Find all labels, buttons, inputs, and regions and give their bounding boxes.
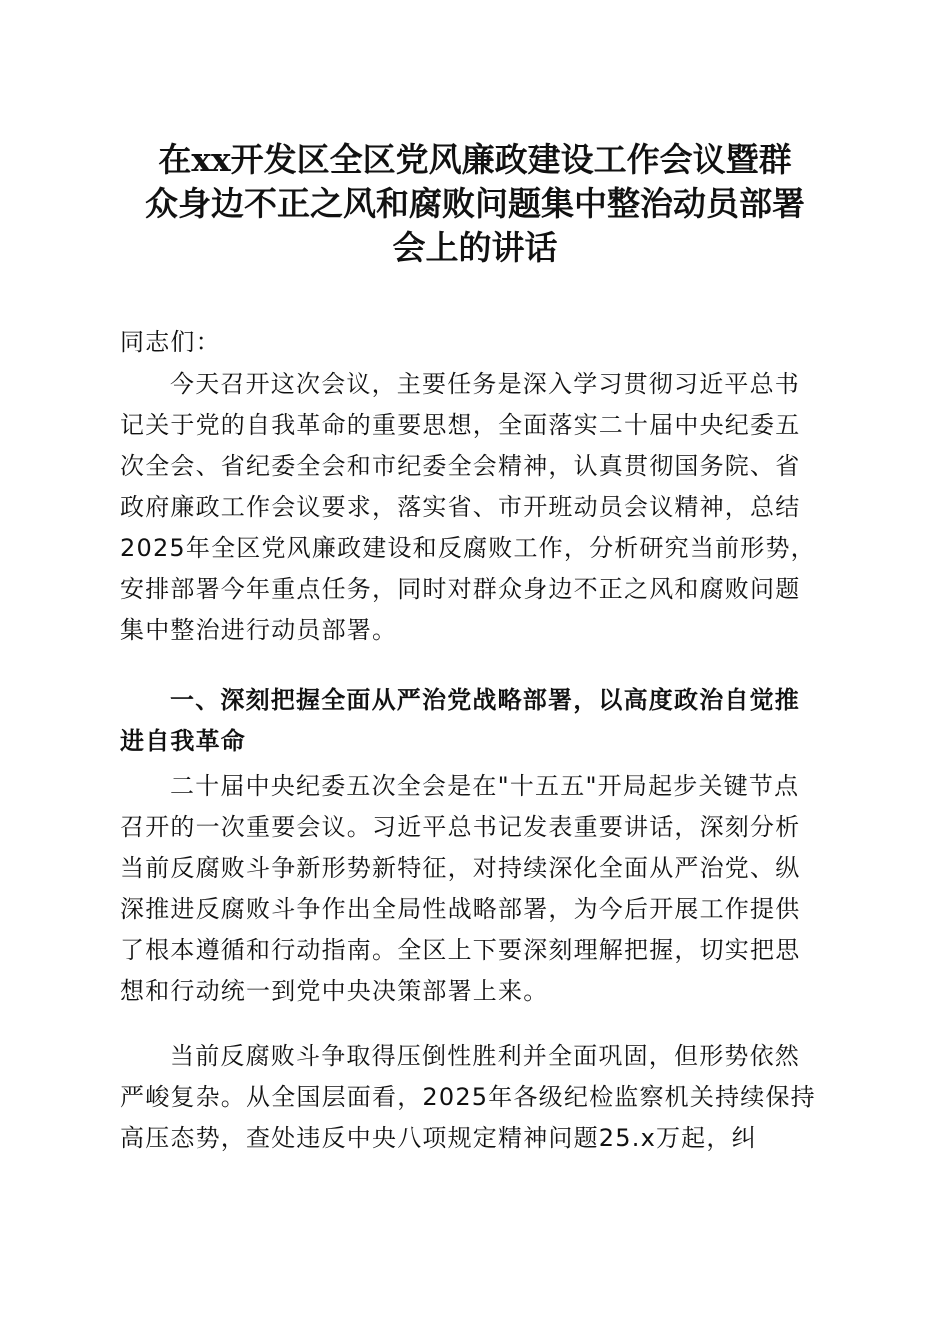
paragraph-line: 次全会、省纪委全会和市纪委全会精神，认真贯彻国务院、省 (120, 452, 801, 480)
section-heading-1 (120, 680, 830, 762)
paragraph-plenary (120, 766, 830, 1012)
paragraph-line: 当前反腐败斗争取得压倒性胜利并全面巩固，但形势依然 (170, 1042, 800, 1070)
paragraph-line: 高压态势，查处违反中央八项规定精神问题25.x万起，纠 (120, 1124, 757, 1152)
title-line: 在xx开发区全区党风廉政建设工作会议暨群 (158, 140, 792, 179)
paragraph-situation (120, 1036, 830, 1159)
paragraph-line: 想和行动统一到党中央决策部署上来。 (120, 977, 549, 1005)
title-line: 会上的讲话 (392, 228, 558, 267)
paragraph-line: 安排部署今年重点任务，同时对群众身边不正之风和腐败问题 (120, 575, 801, 603)
paragraph-intro (120, 364, 830, 651)
heading-line: 进自我革命 (120, 727, 246, 755)
paragraph-line: 政府廉政工作会议要求，落实省、市开班动员会议精神，总结 (120, 493, 801, 521)
paragraph-line: 2025年全区党风廉政建设和反腐败工作，分析研究当前形势， (120, 534, 816, 562)
title-line: 众身边不正之风和腐败问题集中整治动员部署 (145, 184, 805, 223)
salutation: 同志们： (120, 328, 221, 356)
paragraph-line: 了根本遵循和行动指南。全区上下要深刻理解把握，切实把思 (120, 936, 801, 964)
paragraph-line: 严峻复杂。从全国层面看，2025年各级纪检监察机关持续保持 (120, 1083, 816, 1111)
paragraph-line: 集中整治进行动员部署。 (120, 616, 398, 644)
heading-line: 一、深刻把握全面从严治党战略部署，以高度政治自觉推 (170, 686, 800, 714)
document-title (110, 138, 840, 270)
paragraph-line: 今天召开这次会议，主要任务是深入学习贯彻习近平总书 (170, 370, 800, 398)
paragraph-line: 召开的一次重要会议。习近平总书记发表重要讲话，深刻分析 (120, 813, 801, 841)
paragraph-line: 深推进反腐败斗争作出全局性战略部署，为今后开展工作提供 (120, 895, 801, 923)
paragraph-line: 二十届中央纪委五次全会是在"十五五"开局起步关键节点 (170, 772, 800, 800)
paragraph-line: 记关于党的自我革命的重要思想，全面落实二十届中央纪委五 (120, 411, 801, 439)
paragraph-line: 当前反腐败斗争新形势新特征，对持续深化全面从严治党、纵 (120, 854, 801, 882)
